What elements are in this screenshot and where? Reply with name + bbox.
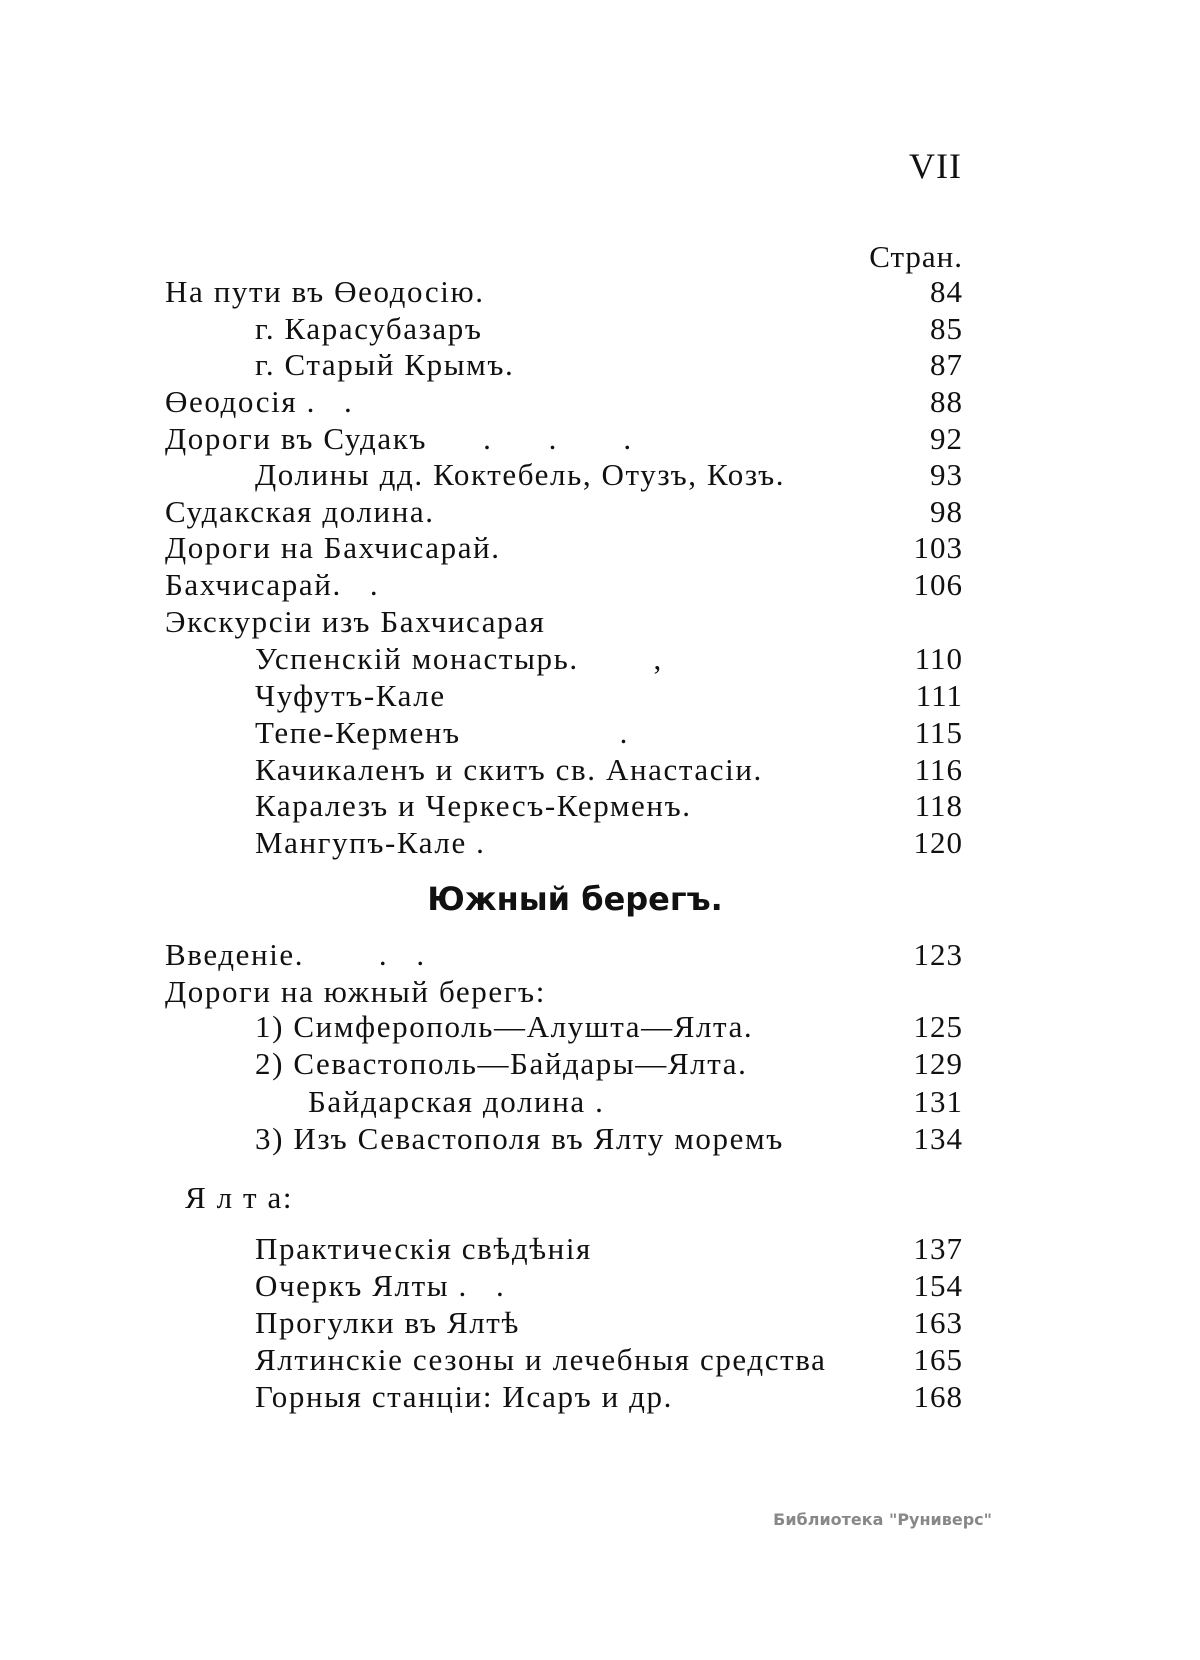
library-watermark: Библиотека "Руниверс" (773, 1510, 992, 1529)
toc-entry-page: 165 (913, 1342, 963, 1377)
toc-entry-page: 84 (930, 274, 963, 309)
toc-entry-title: Я л т а: (185, 1180, 294, 1215)
toc-entry-page: 118 (914, 788, 963, 823)
toc-entry (0, 787, 1200, 824)
toc-entry-title: Мангупъ-Кале . (255, 825, 486, 860)
toc-entry-page: 134 (913, 1121, 963, 1156)
toc-entry-page: 110 (914, 641, 963, 676)
toc-entry (0, 1045, 1200, 1082)
toc-entry-title: Очеркъ Ялты . . (255, 1268, 506, 1303)
toc-entry-title: Качикаленъ и скитъ св. Анастасіи. (255, 752, 763, 787)
toc-entry (0, 751, 1200, 788)
toc-entry (0, 420, 1200, 457)
toc-entry (0, 529, 1200, 566)
toc-entry-page: 168 (913, 1379, 963, 1414)
toc-entry-title: г. Старый Крымъ. (255, 347, 515, 382)
toc-entry (0, 973, 1200, 1010)
toc-entry-title: Ялтинскіе сезоны и лечебныя средства (255, 1342, 827, 1377)
toc-entry-title: 2) Севастополь—Байдары—Ялта. (255, 1046, 748, 1081)
toc-entry (0, 1267, 1200, 1304)
toc-entry-page: 120 (913, 825, 963, 860)
toc-entry-title: Бахчисарай. . (165, 567, 380, 602)
toc-entry-page: 123 (913, 937, 963, 972)
toc-entry (0, 346, 1200, 383)
toc-entry (0, 1304, 1200, 1341)
toc-entry (0, 936, 1200, 973)
section-heading (0, 880, 1200, 918)
toc-entry-title: Судакская долина. (165, 494, 435, 529)
toc-entry-title: Горныя станціи: Исаръ и др. (255, 1379, 673, 1414)
column-header-row (0, 238, 1200, 275)
toc-entry-page: 98 (930, 494, 963, 529)
section-heading-text: Южный берегъ. (427, 880, 723, 918)
toc-entry (0, 383, 1200, 420)
toc-entry (0, 1008, 1200, 1045)
toc-entry-page: 129 (913, 1046, 963, 1081)
toc-entry-title: Өеодосія . . (165, 384, 354, 419)
toc-entry-page: 88 (930, 384, 963, 419)
toc-entry-title: Каралезъ и Черкесъ-Керменъ. (255, 788, 692, 823)
toc-entry (0, 824, 1200, 861)
toc-entry-title: Экскурсіи изъ Бахчисарая (165, 604, 546, 639)
toc-entry-title: 1) Симферополь—Алушта—Ялта. (255, 1009, 754, 1044)
toc-entry (0, 1179, 1200, 1216)
toc-entry-page: 115 (914, 715, 963, 750)
toc-entry-page: 137 (913, 1231, 963, 1266)
toc-entry-page: 103 (913, 530, 963, 565)
toc-entry (0, 310, 1200, 347)
toc-entry-page: 87 (930, 347, 963, 382)
toc-entry-page: 111 (915, 678, 963, 713)
toc-entry (0, 1120, 1200, 1157)
page-number: VII (909, 146, 962, 186)
toc-entry-title: Успенскій монастырь. , (255, 641, 663, 676)
column-header: Стран. (869, 239, 963, 274)
toc-entry-page: 131 (913, 1084, 963, 1119)
toc-entry-title: г. Карасубазаръ (255, 311, 483, 346)
toc-entry-page: 154 (913, 1268, 963, 1303)
toc-entry-page: 106 (913, 567, 963, 602)
toc-entry (0, 493, 1200, 530)
toc-entry-title: Байдарская долина . (308, 1084, 605, 1119)
toc-entry (0, 566, 1200, 603)
toc-entry-page: 85 (930, 311, 963, 346)
toc-entry (0, 456, 1200, 493)
toc-entry (0, 1230, 1200, 1267)
toc-entry-title: 3) Изъ Севастополя въ Ялту моремъ (255, 1121, 784, 1156)
toc-entry-title: Практическія свѣдѣнія (255, 1231, 592, 1266)
toc-entry (0, 640, 1200, 677)
toc-entry-page: 116 (914, 752, 963, 787)
toc-entry-title: Дороги въ Судакъ . . . (165, 421, 633, 456)
toc-entry-title: Введеніе. . . (165, 937, 426, 972)
toc-entry-title: Прогулки въ Ялтѣ (255, 1305, 520, 1340)
toc-entry-page: 125 (913, 1009, 963, 1044)
toc-entry (0, 273, 1200, 310)
toc-entry-page: 93 (930, 457, 963, 492)
toc-entry-title: Дороги на южный берегъ: (165, 974, 546, 1009)
toc-entry (0, 714, 1200, 751)
toc-entry-page: 92 (930, 421, 963, 456)
toc-entry (0, 1341, 1200, 1378)
toc-entry (0, 603, 1200, 640)
toc-entry-page: 163 (913, 1305, 963, 1340)
toc-entry-title: Дороги на Бахчисарай. (165, 530, 501, 565)
toc-entry (0, 677, 1200, 714)
toc-entry-title: Долины дд. Коктебель, Отузъ, Козъ. (255, 457, 786, 492)
toc-entry (0, 1378, 1200, 1415)
toc-entry-title: Чуфутъ-Кале (255, 678, 446, 713)
toc-entry-title: На пути въ Өеодосію. (165, 274, 485, 309)
toc-entry-title: Тепе-Керменъ . (255, 715, 629, 750)
toc-entry (0, 1083, 1200, 1120)
